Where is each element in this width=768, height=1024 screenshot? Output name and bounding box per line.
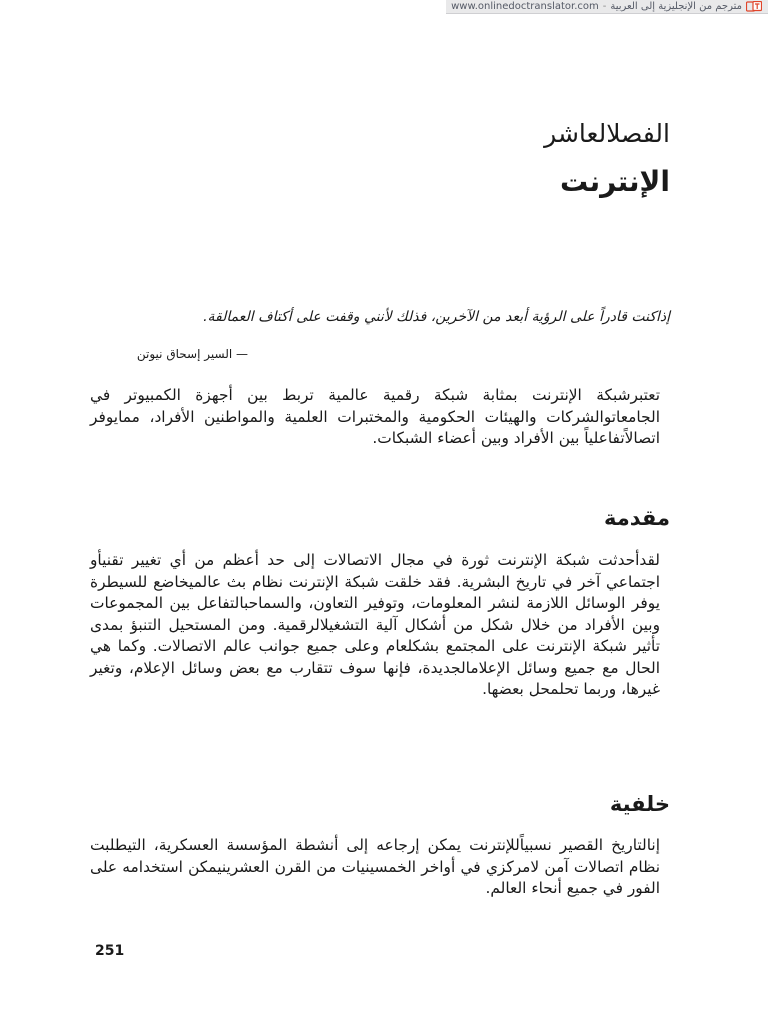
- intro-paragraph: تعتبرشبكة الإنترنت بمثابة شبكة رقمية عالمية تربط بين أجهزة الكمبيوتر في الجامعاتوالشركات والهيئات الحكومية والمختبرات العلمية والمواطنين الأفراد، ممايوفر اتصالاًتفاعلياً بين الأفراد وبين أعضاء الشبكات.: [90, 386, 660, 447]
- document-translate-icon: [746, 1, 762, 12]
- translator-link[interactable]: www.onlinedoctranslator.com: [451, 1, 599, 12]
- epigraph-quote: إذاكنت قادراً على الرؤية أبعد من الآخرين، فذلك لأنني وقفت على أكتاف العمالقة.: [203, 309, 670, 325]
- epigraph-attribution: — السير إسحاق نيوتن: [136, 347, 248, 361]
- chapter-label: الفصلالعاشر: [544, 119, 670, 148]
- chapter-title: الإنترنت: [560, 165, 670, 198]
- section-heading-background: خلفية: [609, 792, 670, 816]
- translator-label: مترجم من الإنجليزية إلى العربية: [610, 1, 742, 12]
- translator-separator: -: [602, 1, 607, 12]
- page-number: 251: [95, 943, 125, 959]
- section-heading-introduction: مقدمة: [604, 506, 670, 530]
- section-body-background: إنالتاريخ القصير نسبياًللإنترنت يمكن إرجاعه إلى أنشطة المؤسسة العسكرية، التيطلبت نظام اتصالات آمن لامركزي في أواخر الخمسينيات من القرن العشرينيمكن استخدامه على الفور في جميع أنحاء العالم.: [90, 836, 660, 897]
- section-body-introduction: لقدأحدثت شبكة الإنترنت ثورة في مجال الاتصالات إلى حد أعظم من أي تغيير تقنيأو اجتماعي آخر في تاريخ البشرية. فقد خلقت شبكة الإنترنت نظام بث عالميخاضع للسيطرة يوفر الوسائل اللازمة لنشر المعلومات، وتوفير التعاون، والسماحبالتفاعل بين المجموعات وبين الأفراد من خلال شكل من أشكال آلية التشغيلالرقمية. ومن المستحيل التنبؤ بمدى تأثير شبكة الإنترنت على المجتمع بشكلعام وعلى جميع جوانب عالم الاتصالات. وكما هي الحال مع جميع وسائل الإعلامالجديدة، فإنها سوف تتقارب مع بعض وسائل الإعلام، وتغير غيرها، وربما تحلمحل بعضها.: [90, 551, 660, 698]
- translator-banner[interactable]: [446, 0, 768, 14]
